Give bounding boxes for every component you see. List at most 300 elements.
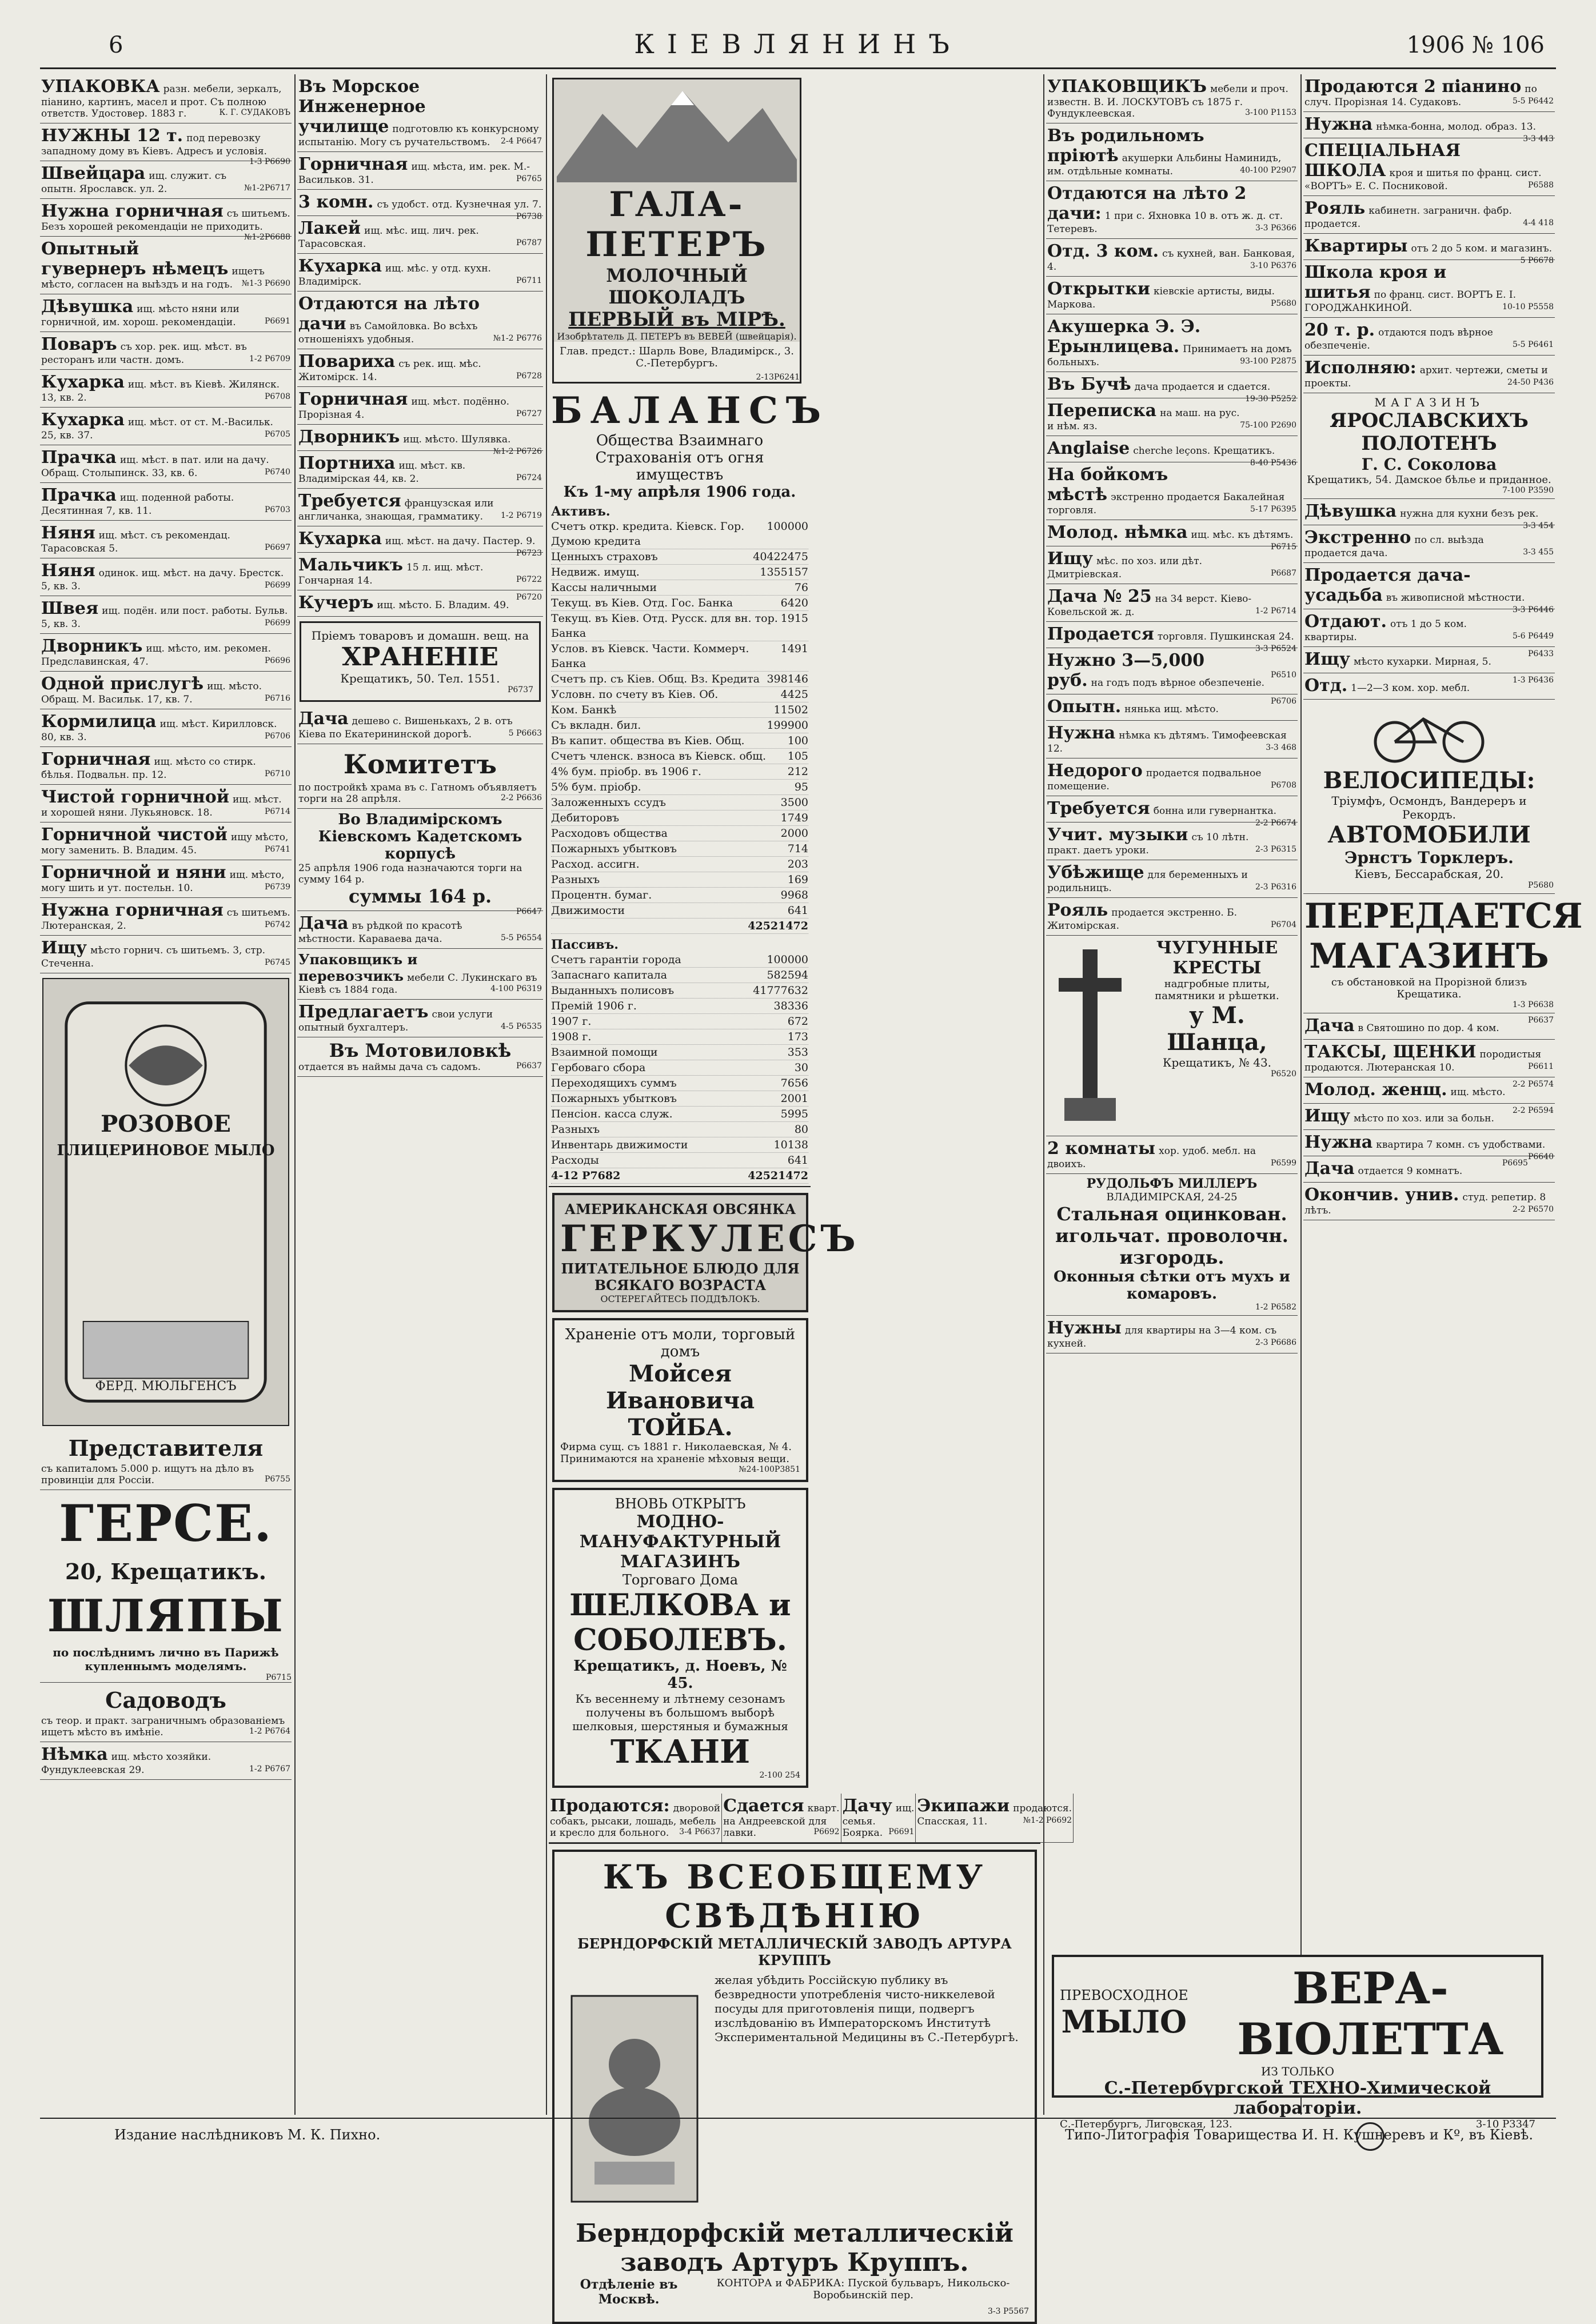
ad-head: Кучеръ [298,593,374,613]
ad-code: 2-2 Р6674 [1255,818,1296,828]
ad-text: мѣсто горнич. съ шитьемъ. 3, стр. Стеченна. [41,945,266,969]
ad-code: 3-4 Р6637 [679,1827,721,1836]
classified-ad [40,898,292,936]
ad-gardener: Садоводъ съ теор. и практ. заграничнымъ образованіемъ ищетъ мѣсто въ имѣніе. 1-2 Р6764 [40,1683,292,1742]
classified-ad [1046,648,1298,694]
ad-text: торговля. Пушкинская 24. [1157,631,1294,642]
ad-code: Р6715 [1270,542,1296,552]
ad-code: 5-5 Р6442 [1512,97,1554,106]
ad-text: отдаются подъ вѣрное обезпеченіе. [1304,327,1493,352]
classified-ad [40,521,292,558]
ad-text: ищ. мѣста, им. рек. М.-Васильков. 31. [298,161,530,186]
ad-representative: Представителя съ капиталомъ 5.000 р. ищутъ на дѣло въ провинціи для Россіи. Р6755 [40,1431,292,1490]
classified-ad [1303,1013,1555,1040]
ad-code: 2-3 Р6316 [1255,883,1296,892]
ad-text: мебели и проч. известн. В. И. ЛОСКУТОВЪ съ 1875 г. Фундуклеевская. [1047,83,1288,119]
classified-ad [1046,622,1298,653]
ad-head: Требуется [1047,798,1150,818]
ad-head: Окончив. унив. [1304,1185,1459,1205]
ad-text: ищ. мѣст. подённо. Прорізная 4. [298,396,509,421]
ad-code: 5-5 Р6461 [1512,340,1554,349]
ad-code: Р6724 [516,473,542,482]
ad-text: отдается 9 комнатъ. [1358,1165,1463,1177]
publisher-note: Издание наслѣдниковъ М. К. Пихно. [114,2127,381,2143]
ad-code: №1-2 Р6776 [493,334,542,343]
balance-row [551,1045,808,1060]
ad-code: 5-17 Р6395 [1250,505,1296,514]
classified-ad [1046,277,1298,314]
ad-head: ТАКСЫ, ЩЕНКИ [1304,1042,1477,1062]
ad-code: Р6510 [1270,670,1296,680]
balance-row [551,1107,808,1122]
balance-row [551,702,808,718]
balance-row [551,903,808,919]
balance-row [551,1060,808,1076]
ad-text: на маш. на рус. и нѣм. яз. [1047,408,1240,432]
balance-item: Выданныхъ полисовъ [551,984,675,997]
classified-ad [1303,609,1555,647]
balance-row [551,1122,808,1137]
ad-code: Р6710 [264,769,290,778]
balance-value: 1491 [780,642,808,655]
balance-item: Съ вкладн. бил. [551,719,641,732]
balance-row [551,841,808,857]
ad-code: 8-40 Р5436 [1250,458,1296,468]
balance-value: 100000 [767,520,808,533]
classified-ad [40,237,292,294]
ad-code: Р6714 [264,807,290,816]
balance-value: 641 [787,904,808,917]
ad-head: Опытн. [1047,697,1122,717]
ad-text: студ. репетир. 8 лѣтъ. [1304,1192,1546,1216]
balance-value: 2000 [780,827,808,840]
hercules-ad: АМЕРИКАНСКАЯ ОВСЯНКА ГЕРКУЛЕСЪ ПИТАТЕЛЬНОЕ БЛЮДО ДЛЯ ВСЯКАГО ВОЗРАСТА ОСТЕРЕГАЙТЕСЬ ПОДДѢЛОКЪ. [552,1193,808,1312]
balance-value: 398146 [767,673,808,685]
classified-ad [297,590,543,617]
balance-value: 169 [787,873,808,886]
ad-last: Нужны для квартиры на 3—4 ком. съ кухней. 2-3 Р6686 [1046,1316,1298,1353]
ad-code: Р6742 [264,920,290,929]
mountain-illustration [557,79,797,182]
ad-head: Учит. музыки [1047,825,1188,845]
balance-value: 105 [787,750,808,762]
ad-text: съ шитьемъ. Лютеранская, 2. [41,907,290,932]
classified-ad [1046,898,1298,936]
ad-code: №1-3 Р6690 [241,279,290,288]
ad-head: Акушерка Э. Э. Ерынлицева. [1047,317,1201,357]
balance-row [551,888,808,903]
ad-head: Опытный гувернеръ нѣмецъ [41,239,229,279]
ad-text: Принимаетъ на домъ больныхъ. [1047,344,1292,368]
ad-code: Р6723 [516,549,542,558]
classified-ad [1046,436,1298,468]
vera-violetta-soap-ad: ПРЕВОСХОДНОЕ МЫЛО ВЕРА-ВІОЛЕТТА ИЗ ТОЛЬКО С.-Петербургской ТЕХНО-Химической лабораторіи. С.-Петербургъ, Лиговская, 123. 3-10 Р3347 [1052,1955,1543,2098]
column-rule [1300,74,1302,2115]
ad-code: Р6703 [264,505,290,514]
ad-head: Продаются: [550,1796,670,1816]
classified-ad [40,936,292,973]
classified-ad [1046,314,1298,372]
balance-row [551,672,808,687]
storage-ad: Пріемъ товаровъ и домашн. вещ. на ХРАНЕНІЕ Крещатикъ, 50. Тел. 1551. Р6737 [300,621,541,702]
shop-transfer-ad: ПЕРЕДАЕТСЯ МАГАЗИНЪ съ обстановкой на Прорізной близъ Крещатика. 1-3 Р6638 [1303,894,1555,1013]
ad-code: 24-50 Р436 [1507,378,1554,387]
classified-ad [40,161,292,199]
ad-text: съ 10 лѣтн. практ. даетъ уроки. [1047,832,1249,856]
balance-row [551,872,808,888]
ad-code: Р6705 [264,430,290,439]
ad-cadet: Во Владимірскомъ Кіевскомъ Кадетскомъ корпусѣ 25 апрѣля 1906 года назначаются торги на сумму 164 р. суммы 164 р. Р6647 [297,809,543,911]
ad-head: УПАКОВЩИКЪ [1047,77,1207,97]
soap-maker: ФЕРД. МЮЛЬГЕНСЪ [95,1379,237,1393]
ad-code: Р6727 [516,409,542,418]
ad-code: Р6588 [1527,181,1554,190]
classified-ad [297,451,543,489]
ad-head: Ищу [1304,1106,1351,1126]
balance-item: Счетъ гарантіи города [551,953,681,966]
top-row [549,74,1040,387]
ad-head: Требуется [298,491,401,511]
classified-ad [40,123,292,166]
ad-head: Сдается [723,1796,804,1816]
ad-code: Р6433 [1527,649,1554,658]
ad-text: на годъ подъ вѣрное обезпеченіе. [1091,677,1265,689]
ad-head: Квартиры [1304,236,1408,256]
classified-ad [1303,563,1555,614]
balance-row [551,1029,808,1045]
classified-ad [1303,1130,1555,1161]
ad-code: №1-2 Р6692 [1023,1816,1072,1825]
ad-code: 1-3 Р6436 [1512,676,1554,685]
ad-head: Кухарка [298,256,382,276]
ad-head: 20 т. р. [1304,320,1375,340]
classified-ad [297,349,543,387]
ad-head: Экипажи [917,1796,1010,1816]
classified-ad [1046,721,1298,758]
ad-code: 2-2 Р6594 [1512,1106,1554,1115]
balance-row [551,795,808,810]
ad-head: Дворникъ [298,427,400,447]
ad-head: Горничная [41,749,151,769]
classified-ad [40,332,292,370]
classified-ad [1303,1104,1555,1130]
classified-list [1303,74,1555,393]
ad-code: 1-3 Р6690 [249,157,290,166]
small-ads-row [549,1794,1072,1844]
ad-text: ищ. мѣст. кв. Владимірская 44, кв. 2. [298,460,466,485]
ad-code: 10-10 Р5558 [1502,302,1554,312]
ad-text: ищ. мѣсто, могу шить и ут. постельн. 10. [41,869,285,894]
classified-ad [1046,758,1298,796]
ad-text: ищ. мѣст. от ст. М.-Васильк. 25, кв. 37. [41,417,273,441]
ad-head: Кормилица [41,712,157,732]
ad-code: Р5680 [1270,299,1296,308]
ad-head: Исполняю: [1304,358,1417,378]
balance-value: 11502 [773,704,808,716]
ad-text: подготовлю къ конкурсному испытанію. Могу съ ручательствомъ. [298,123,539,148]
page-footer [40,2118,1556,2153]
ad-text: съ хор. рек. ищ. мѣст. въ ресторанъ или частн. домъ. [41,341,247,366]
balance-row [551,764,808,780]
ad-head: Одной прислугѣ [41,674,204,694]
balance-row [551,596,808,611]
page-header [40,27,1556,69]
balance-item: Взаимной помощи [551,1046,658,1059]
balance-item: Ком. Банкѣ [551,704,617,716]
balance-item: Счетъ членск. взноса въ Кіевск. общ. [551,750,767,762]
ad-head: Экстренно [1304,528,1411,548]
classified-ad [1046,372,1298,404]
classified-ad [1303,1077,1555,1104]
ad-code: 75-100 Р2690 [1240,421,1296,430]
balance-value: 3500 [780,796,808,809]
balance-row [551,1076,808,1091]
balance-value: 353 [787,1046,808,1059]
ad-text: ищ. мѣсто. [1450,1087,1506,1098]
ad-movers: Упаковщикъ и перевозчикъ мебели С. Лукинскаго въ Кіевѣ съ 1884 года. 4-100 Р6319 [297,949,543,1000]
ad-text: экстренно продается Бакалейная торговля. [1047,492,1285,516]
column-2 [297,74,543,2115]
column-rule [546,74,547,2115]
balance-value: 41777632 [753,984,808,997]
ad-text: по случ. Прорізная 14. Судаковъ. [1304,83,1537,108]
classified-ad [297,425,543,456]
ad-text: отъ 2 до 5 ком. и магазинъ. [1411,243,1553,254]
ad-code: Р6706 [264,732,290,741]
ad-code: 3-3 Р6366 [1255,223,1296,233]
balance-item: Ценныхъ страховъ [551,550,658,563]
balance-item: Пожарныхъ убытковъ [551,1092,677,1105]
ad-text: отъ 1 до 5 ком. квартиры. [1304,618,1467,643]
balance-item: Счетъ откр. кредита. Кіевск. Гор. Думою кредита [551,520,745,548]
ad-code: 3-10 Р6376 [1250,261,1296,270]
ad-head: Нужна [1047,723,1116,743]
ad-head: УПАКОВКА [41,77,160,97]
balance-item: Движимости [551,904,625,917]
ad-head: 3 комн. [298,192,374,212]
krupp-ad: КЪ ВСЕОБЩЕМУ СВѢДѢНІЮ БЕРНДОРФСКІЙ МЕТАЛЛИЧЕСКІЙ ЗАВОДЪ АРТУРА КРУППЪ желая убѣдить Россійскую публику въ безвредности употребленія чисто-никкелевой посуды для приготовленія пищи, подвергъ изслѣдованію въ Императорскомъ Институтѣ Экспериментальной Медицины въ С.-Петербургѣ. Берндорфскій металлическій заводъ Артуръ Круппъ. Отдѣленіе въ Москвѣ. КОНТОРА и ФАБРИКА: Пуской бульваръ, Никольско-Воробьинскій пер. 3-3 Р5567 [552,1850,1037,2324]
classified-ad [40,294,292,332]
classified-ad [1303,1183,1555,1220]
classified-ad [841,1794,916,1843]
ad-code: Р6611 [1527,1062,1554,1071]
ad-code: Р6739 [264,883,290,892]
ad-text: для беременныхъ и родильницъ. [1047,869,1248,894]
ad-code: 3-3 Р6524 [1255,644,1296,653]
balance-value: 4425 [780,688,808,701]
ad-text: ищ. мѣст. Кирилловск. 80, кв. 3. [41,718,277,743]
balance-value: 212 [787,765,808,778]
ad-offers: Предлагаетъ свои услуги опытный бухгалтеръ. 4-5 Р6535 [297,1000,543,1037]
balance-item: Недвиж. имущ. [551,566,640,578]
ad-text: ищ. подён. или пост. работы. Бульв. 5, кв. 3. [41,605,288,630]
ad-head: Кухарка [41,410,125,430]
ad-code: Р6711 [516,276,542,285]
ad-text: по франц. сист. ВОРТЪ Е. I. ГОРОДЖАНКИНОЙ. [1304,289,1517,314]
classified-ad [1046,822,1298,860]
balance-item: 4% бум. пріобр. въ 1906 г. [551,765,701,778]
classified-ad [1046,584,1298,622]
balance-row [551,611,808,641]
ad-text: ищ. мѣс. у отд. кухн. Владимірск. [298,263,491,287]
classified-ad [1046,546,1298,584]
balance-row [551,580,808,596]
balance-item: Пожарныхъ убытковъ [551,842,677,855]
ad-code: Р6708 [264,392,290,401]
ad-head: Чистой горничной [41,787,229,807]
ad-head: Дворникъ [41,636,143,656]
ad-text: бонна или гувернантка. [1153,805,1277,817]
classified-ad [1046,181,1298,239]
ad-head: Продаются 2 піанино [1304,77,1522,97]
bicycle-icon [1366,702,1492,765]
ad-head: Повариха [298,352,396,372]
ad-code: Р6691 [264,317,290,326]
balance-row [551,519,808,549]
ad-text: ищ. служит. съ опытн. Ярославск. ул. 2. [41,170,227,195]
classified-ad [1303,356,1555,393]
classified-ad [297,216,543,254]
ad-text: дача продается и сдается. [1134,381,1271,393]
classified-ad [1303,525,1555,563]
ad-head: Ищу [41,938,87,958]
ad-code: 3-3 468 [1266,743,1296,752]
balance-value: 1749 [780,812,808,824]
ad-text: cherche leçons. Крещатикъ. [1133,445,1275,457]
ad-head: Продается [1047,624,1154,644]
gerse-ad: ГЕРСЕ. 20, Крещатикъ. ШЛЯПЫ по послѣднимъ лично въ Парижѣ купленнымъ моделямъ. Р6715 [40,1490,292,1683]
ad-code: 2-3 Р6315 [1255,845,1296,854]
balance-row [551,1014,808,1029]
ad-text: 1 при с. Яхновка 10 в. отъ ж. д. ст. Тетеревъ. [1047,210,1283,235]
ad-text: ищетъ мѣсто, согласен на выѣздъ и на годъ. [41,266,265,290]
ad-dacha2: Дача въ рѣдкой по красотѣ мѣстности. Караваева дача. 5-5 Р6554 [297,911,543,949]
classified-ad [297,292,543,349]
balance-value: 714 [787,842,808,855]
balance-value: 100 [787,734,808,747]
ad-code: Р6691 [888,1827,915,1836]
ad-text: мѣсто по хоз. или за больн. [1354,1113,1494,1124]
balance-row [551,857,808,872]
column-5 [1303,74,1583,2115]
balance-row [551,810,808,826]
balance-value: 76 [794,581,808,594]
ad-code: 40-100 Р2907 [1240,166,1296,175]
ad-code: Р6738 [516,212,542,221]
ad-motovilov: Въ Мотовиловкѣ отдается въ наймы дача съ садомъ. Р6637 [297,1037,543,1077]
printer-note: Типо-Литографія Товарищества И. Н. Кушнеревъ и Кº, въ Кіевѣ. [1065,2127,1533,2143]
ad-head: Прачка [41,485,117,505]
classified-ad [297,526,543,558]
balance-row [551,952,808,968]
ad-text: ищ. мѣст. въ Кіевѣ. Жилянск. 13, кв. 2. [41,379,280,404]
balance-item: Инвентарь движимости [551,1139,688,1151]
ad-text: породистыя продаются. Лютеранская 10. [1304,1049,1542,1073]
ad-text: дворовой собакъ, рысаки, лошадь, мебель и кресло для больного. [550,1803,721,1839]
ad-head: Отдаются на лѣто 2 дачи: [1047,183,1247,223]
classified-ad [1046,796,1298,828]
balance-item: Разныхъ [551,873,600,886]
ad-text: ищ. мѣсто. Обращ. М. Васильк. 17, кв. 7. [41,681,262,705]
balance-value: 1355157 [760,566,808,578]
classified-ad [1046,462,1298,520]
balance-value: 6420 [780,597,808,609]
balance-row [551,687,808,702]
page-number: 6 [109,32,123,58]
ad-head: Портниха [298,453,396,473]
ad-code: Р6765 [516,174,542,183]
balance-item: Гербоваго сбора [551,1061,646,1074]
ad-text: акушерки Альбины Наминидъ, им. отдѣльные комнаты. [1047,153,1282,177]
classified-ad [297,74,543,152]
ad-code: 1-2 Р6719 [500,511,542,520]
classified-ad [1303,647,1555,673]
column-1 [40,74,292,2115]
miller-ad: РУДОЛЬФЪ МИЛЛЕРЪ ВЛАДИМІРСКАЯ, 24-25 Стальная оцинкован. игольчат. проволочн. изгородь. Оконныя сѣтки отъ мухъ и комаровъ. 1-2 Р6582 [1046,1174,1298,1316]
classified-ad [1303,196,1555,234]
balance-row [551,749,808,764]
crosses-ad: ЧУГУННЫЕ КРЕСТЫ надгробные плиты, памятники и рѣшетки. у М. Шанца, Крещатикъ, № 43. Р6520 [1046,936,1298,1136]
ad-code: Р6637 [1527,1016,1554,1025]
classified-ad [40,408,292,445]
ad-head: Няня [41,523,95,543]
balance-item: Въ капит. общества въ Кіев. Общ. [551,734,745,747]
classified-ad [40,747,292,785]
classified-ad [40,634,292,672]
soap-ad [42,978,289,1426]
balance-value: 10138 [773,1139,808,1151]
ad-head: Нужна горничная [41,201,224,221]
ad-code: Р6708 [1270,781,1296,790]
balance-value: 40422475 [753,550,808,563]
ad-head: Дѣвушка [1304,501,1397,521]
balance-row [551,549,808,565]
balance-item: Пенсіон. касса служ. [551,1108,673,1120]
balance-item: Текущ. въ Кіев. Отд. Гос. Банка [551,597,733,609]
balance-item: Расход. ассигн. [551,858,640,870]
ad-head: Кухарка [298,529,382,549]
classified-ad [297,387,543,425]
classified-ad [1303,260,1555,318]
balance-row [551,968,808,983]
ad-code: Р6696 [264,656,290,665]
ad-head: Ищу [1304,649,1351,669]
ad-code: Р6716 [264,694,290,703]
ad-text: ищ. мѣс. ищ. лич. рек. Тарасовская. [298,225,479,250]
ad-head: Переписка [1047,401,1157,421]
ad-text: ищ. мѣст. на дачу. Пастер. 9. [385,536,536,547]
classified-ad [1046,123,1298,181]
ad-text: съ удобст. отд. Кузнечная ул. 7. [377,199,542,210]
ad-head: Швея [41,598,99,618]
ad-head: Молод. женщ. [1304,1080,1447,1100]
classified-ad [40,860,292,898]
ad-head: Anglaise [1047,438,1130,458]
balance-item: 1908 г. [551,1031,592,1043]
balance-value: 7656 [780,1077,808,1089]
balance-value: 38336 [773,1000,808,1012]
balance-row [551,718,808,733]
ad-head: Дѣвушка [41,297,134,317]
ad-text: в Святошино по дор. 4 ком. [1358,1023,1499,1034]
ad-text: ищ. семья. Боярка. [842,1803,915,1839]
classified-ad [1303,74,1555,112]
ad-text: разн. мебели, зеркалъ, піанино, картинъ, масел и прот. Съ полною ответств. Удостовер. 1883 г. [41,83,282,119]
ad-code: Р6692 [813,1827,840,1836]
balance-value: 100000 [767,953,808,966]
balance-item: Переходящихъ суммъ [551,1077,677,1089]
column-rule [294,74,296,2115]
